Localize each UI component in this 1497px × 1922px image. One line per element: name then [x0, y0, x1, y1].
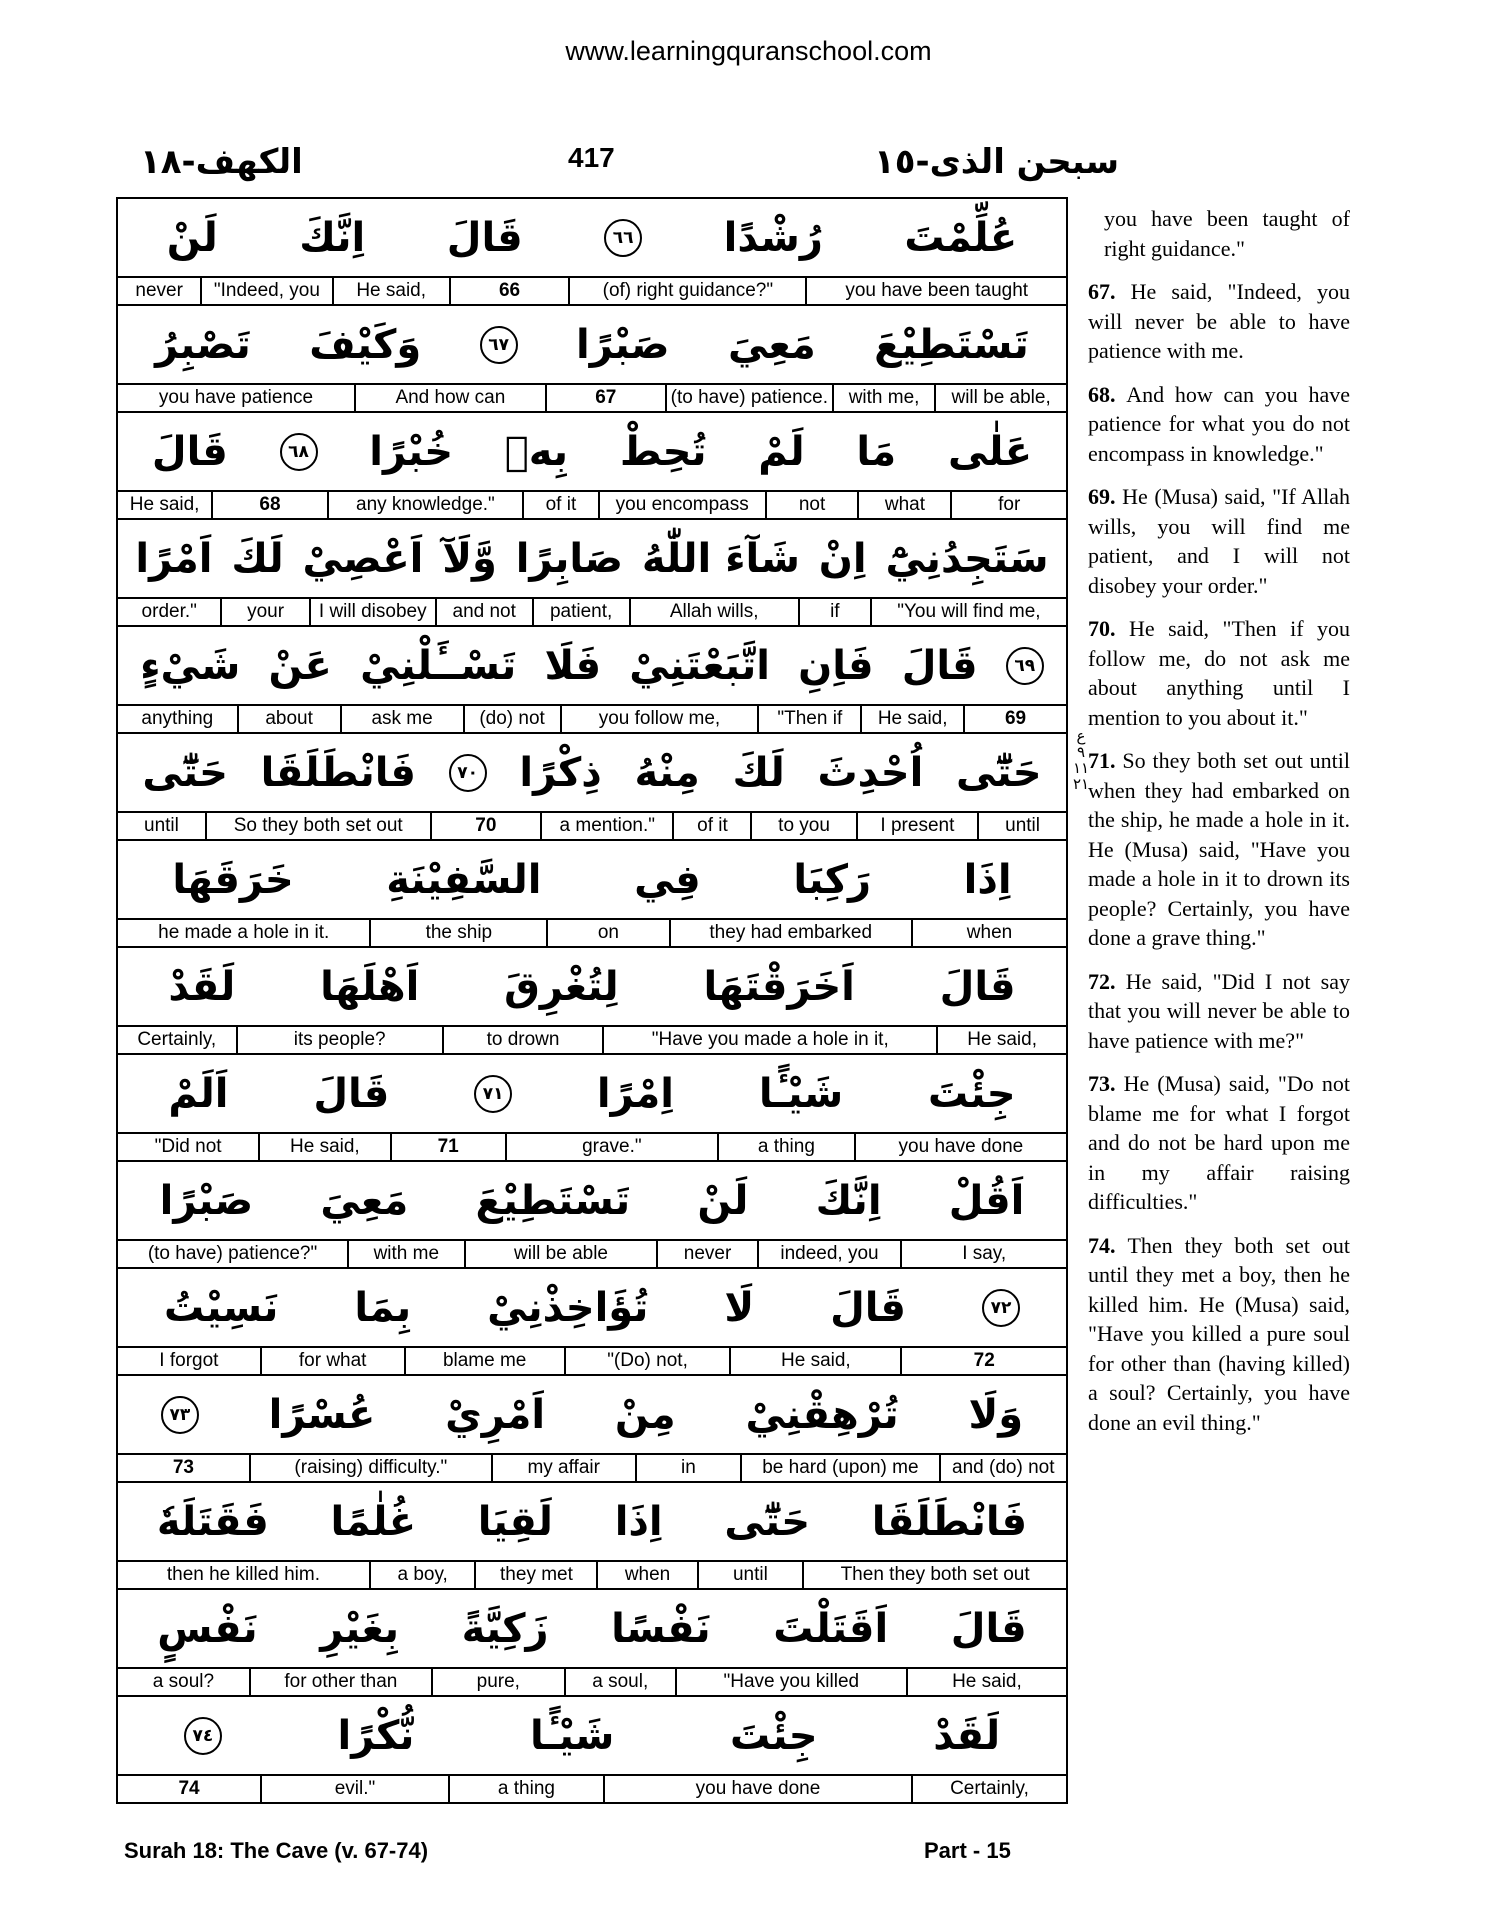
arabic-word: سَتَجِدُنِيْٓ [885, 535, 1049, 582]
verse-number: 71. [1088, 748, 1123, 773]
english-gloss: will be able, [934, 385, 1066, 411]
arabic-word: بِمَا [354, 1284, 412, 1331]
english-gloss: until [977, 813, 1066, 839]
arabic-word: فَاِنِ [798, 642, 874, 689]
arabic-word: رُشْدًا [723, 214, 823, 261]
verse-number: 70. [1088, 616, 1129, 641]
arabic-word: تَسْتَطِيْعَ [475, 1177, 631, 1224]
verse-line [118, 1376, 1066, 1483]
arabic-word: لَا [724, 1284, 755, 1331]
arabic-word: تُرْهِقْنِيْ [745, 1391, 899, 1438]
verse-line [118, 627, 1066, 734]
verse-number: 67. [1088, 279, 1131, 304]
verse-number: 72. [1088, 968, 1126, 994]
verse-line [118, 306, 1066, 413]
translation-column [1088, 204, 1350, 1451]
translation-paragraph [1088, 380, 1350, 469]
english-gloss: (to have) patience. [665, 385, 832, 411]
english-gloss: with me [347, 1241, 464, 1267]
english-gloss: So they both set out [205, 813, 430, 839]
website-url: www.learningquranschool.com [565, 36, 932, 66]
translation-paragraph [1088, 204, 1350, 263]
arabic-word: قَالَ [151, 428, 228, 475]
translation-paragraph [1088, 967, 1350, 1056]
arabic-row [118, 1483, 1066, 1562]
english-gloss: when [911, 920, 1066, 946]
arabic-row [118, 841, 1066, 920]
translation-paragraph [1088, 1231, 1350, 1438]
english-gloss: a boy, [369, 1562, 475, 1588]
translation-paragraph [1088, 277, 1350, 366]
arabic-word: اَهْلَهَا [320, 963, 420, 1010]
translation-paragraph [1088, 746, 1350, 953]
verse-number-marker: ٦٩ [1006, 647, 1044, 685]
english-gloss: "Then if [757, 706, 860, 732]
verse-line [118, 1590, 1066, 1697]
english-gloss: any knowledge." [327, 492, 522, 518]
verse-number-marker: ٧١ [474, 1075, 512, 1113]
english-gloss: never [135, 280, 183, 301]
arabic-word: ذِكْرًا [519, 749, 602, 796]
arabic-word: مِنْهُ [634, 749, 700, 796]
arabic-word: مِنْ [614, 1391, 676, 1438]
english-row [118, 1562, 1066, 1588]
english-gloss: He said, [906, 1669, 1066, 1695]
verse-number-cell: 71 [390, 1134, 505, 1160]
arabic-word: بِغَيْرِ [320, 1605, 400, 1652]
arabic-word: اِمْرًا [596, 1070, 674, 1117]
english-gloss: your [220, 599, 308, 625]
arabic-word: غُلٰمًا [330, 1498, 417, 1545]
english-row [118, 1134, 1066, 1160]
english-gloss: if [798, 599, 870, 625]
arabic-word: شَيْءٍ [140, 642, 241, 689]
arabic-word: صَابِرًا [515, 535, 624, 582]
arabic-word: عَنْ [268, 642, 332, 689]
english-gloss: to you [750, 813, 855, 839]
translation-paragraph [1088, 614, 1350, 732]
arabic-word: تَصْبِرُ [155, 321, 251, 368]
english-gloss: Then they both set out [802, 1562, 1066, 1588]
english-gloss: a thing [448, 1776, 603, 1802]
english-gloss: ask me [340, 706, 463, 732]
verse-number-marker: ٧٠ [449, 754, 487, 792]
english-gloss: to drown [442, 1027, 602, 1053]
english-gloss: and not [435, 599, 532, 625]
english-gloss: I will disobey [309, 599, 435, 625]
english-gloss: you have patience [158, 387, 314, 408]
verse-number: 73. [1088, 1071, 1124, 1096]
arabic-word: رَكِبَا [793, 856, 872, 903]
verse-number: 69. [1088, 484, 1123, 509]
ruku-marker: ع ٩ ١١ ٢١ [1072, 727, 1090, 793]
arabic-row [118, 1162, 1066, 1241]
english-gloss: about [237, 706, 340, 732]
verse-line [118, 1483, 1066, 1590]
english-gloss: "Did not [154, 1136, 222, 1157]
arabic-word: اَقَتَلْتَ [773, 1605, 889, 1652]
arabic-word: فَانْطَلَقَا [871, 1498, 1028, 1545]
verse-number-marker: ٦٨ [280, 433, 318, 471]
verse-translation: So they both set out until when they had embarked on the ship, he made a hole in it. He (Musa) said, "Have you made a hole in it to drown its people? Certainly, you have done a grave thing." [1088, 748, 1350, 950]
verse-number: 74. [1088, 1232, 1128, 1258]
arabic-word: تَسْتَطِيْعَ [874, 321, 1029, 368]
verse-number-marker: ٧٤ [184, 1717, 222, 1755]
arabic-row [118, 1055, 1066, 1134]
arabic-word: السَّفِيْنَةِ [386, 856, 542, 903]
english-row [118, 920, 1066, 946]
arabic-word: صَبْرًا [576, 321, 670, 368]
english-gloss: (of) right guidance?" [568, 278, 805, 304]
arabic-row [118, 520, 1066, 599]
verse-line [118, 734, 1066, 841]
arabic-word: لَمْ [758, 428, 805, 475]
english-gloss: and (do) not [939, 1455, 1066, 1481]
arabic-word: قَالَ [830, 1284, 906, 1331]
arabic-word: فَانْطَلَقَا [260, 749, 416, 796]
english-gloss: I present [856, 813, 977, 839]
arabic-word: قَالَ [446, 214, 523, 261]
arabic-word: اِنَّكَ [815, 1177, 882, 1224]
arabic-word: قَالَ [901, 642, 978, 689]
english-gloss: "Indeed, you [200, 278, 331, 304]
arabic-word: حَتّٰٓى [724, 1498, 811, 1545]
english-gloss: indeed, you [757, 1241, 901, 1267]
verse-translation: Then they both set out until they met a boy, then he killed him. He (Musa) said, "Have you killed a pure soul for other than (having killed) a soul? Certainly, you have done an evil thing." [1088, 1232, 1350, 1435]
english-gloss: He said, [332, 278, 449, 304]
word-by-word-grid [116, 197, 1068, 1804]
english-gloss: be hard (upon) me [740, 1455, 938, 1481]
arabic-word: جِئْتَ [730, 1712, 818, 1759]
arabic-word: نَفْسٍ [157, 1605, 258, 1652]
english-row [118, 599, 1066, 625]
english-gloss: "Have you killed [675, 1669, 906, 1695]
english-gloss: of it [522, 492, 598, 518]
translation-paragraph [1088, 482, 1350, 600]
english-gloss: (raising) difficulty." [249, 1455, 491, 1481]
english-gloss: not [765, 492, 858, 518]
arabic-word: مَعِيَ [727, 321, 816, 368]
english-gloss: for other than [249, 1669, 431, 1695]
arabic-word: فَقَتَلَهٗ [156, 1498, 269, 1545]
english-gloss: order." [141, 601, 197, 622]
footer-part: Part - 15 [924, 1838, 1011, 1863]
english-row [118, 278, 1066, 304]
arabic-word: لَقِيَا [477, 1498, 553, 1545]
english-gloss: He said, [860, 706, 963, 732]
arabic-word: اَمْرِيْ [445, 1391, 546, 1438]
arabic-word: لَكَ [231, 535, 284, 582]
arabic-word: مَعِيَ [320, 1177, 409, 1224]
verse-line [118, 1697, 1066, 1802]
english-gloss: will be able [464, 1241, 657, 1267]
arabic-word: خُبْرًا [369, 428, 454, 475]
english-gloss: He said, [729, 1348, 900, 1374]
english-gloss: of it [672, 813, 750, 839]
arabic-word: جِئْتَ [928, 1070, 1016, 1117]
verse-number-cell: 67 [545, 385, 665, 411]
arabic-word: لِتُغْرِقَ [504, 963, 619, 1010]
english-gloss: its people? [236, 1027, 442, 1053]
english-gloss: Certainly, [137, 1029, 217, 1050]
arabic-word: عَلٰى [947, 428, 1033, 475]
arabic-word: عُلِّمْتَ [904, 214, 1018, 261]
arabic-word: مَا [856, 428, 897, 475]
arabic-word: تُحِطْ [619, 428, 707, 475]
english-gloss: "(Do) not, [564, 1348, 730, 1374]
arabic-word: نَفْسًا [611, 1605, 711, 1652]
arabic-word: لَنْ [166, 214, 218, 261]
header-juz-title: سبحن الذی-١٥ [874, 142, 1120, 182]
english-gloss: He said, [258, 1134, 389, 1160]
arabic-word: زَكِيَّةً [461, 1605, 549, 1652]
arabic-row [118, 948, 1066, 1027]
english-gloss: on [546, 920, 668, 946]
arabic-word: تَسْــَٔلْنِيْ [360, 642, 517, 689]
arabic-word: لَقَدْ [168, 963, 236, 1010]
verse-line [118, 413, 1066, 520]
arabic-word: عُسْرًا [268, 1391, 376, 1438]
arabic-word: وَلَا [968, 1391, 1024, 1438]
verse-translation: He (Musa) said, "If Allah wills, you will find me patient, and I will not disobey your order." [1088, 484, 1351, 598]
english-gloss: Certainly, [911, 1776, 1066, 1802]
arabic-word: اَعْصِيْ [302, 535, 424, 582]
verse-translation: He said, "Indeed, you will never be able to have patience with me. [1088, 279, 1350, 363]
english-gloss: you follow me, [560, 706, 758, 732]
verse-number-cell: 74 [178, 1778, 200, 1799]
arabic-word: لَقَدْ [933, 1712, 1001, 1759]
english-gloss: (to have) patience?" [147, 1243, 318, 1264]
english-gloss: grave." [505, 1134, 717, 1160]
english-row [118, 1776, 1066, 1802]
verse-number-marker: ٧٣ [161, 1396, 199, 1434]
verse-number-marker: ٦٧ [480, 326, 518, 364]
english-gloss: And how can [354, 385, 545, 411]
arabic-word: حَتّٰٓى [955, 749, 1042, 796]
arabic-word: اَخَرَقْتَهَا [703, 963, 855, 1010]
verse-number-marker: ٧٢ [982, 1289, 1020, 1327]
verse-number-cell: 73 [172, 1457, 194, 1478]
english-gloss: Allah wills, [629, 599, 798, 625]
arabic-word: اَقُلْ [948, 1177, 1025, 1224]
arabic-row [118, 734, 1066, 813]
arabic-word: لَنْ [697, 1177, 749, 1224]
english-gloss: until [697, 1562, 803, 1588]
arabic-word: حَتّٰٓى [142, 749, 228, 796]
english-gloss: He said, [129, 494, 200, 515]
arabic-word: اُحْدِثَ [817, 749, 924, 796]
arabic-word: اِذَا [614, 1498, 663, 1545]
english-row [118, 706, 1066, 732]
english-row [118, 1241, 1066, 1267]
english-row [118, 385, 1066, 411]
translation-paragraph [1088, 1069, 1350, 1217]
english-gloss: for what [260, 1348, 404, 1374]
english-gloss: you have been taught [805, 278, 1066, 304]
english-gloss: he made a hole in it. [158, 922, 330, 943]
verse-translation: He said, "Then if you follow me, do not ask me about anything until I mention to you about it." [1088, 616, 1351, 730]
english-gloss: they had embarked [669, 920, 911, 946]
verse-line [118, 841, 1066, 948]
arabic-word: قَالَ [313, 1070, 390, 1117]
page-number: 417 [568, 142, 615, 173]
footer-surah: Surah 18: The Cave (v. 67-74) [124, 1838, 429, 1863]
english-gloss: what [857, 492, 950, 518]
verse-translation: you have been taught of right guidance." [1104, 206, 1350, 261]
arabic-word: اَمْرًا [135, 535, 213, 582]
arabic-word: شَيْـًٔا [758, 1070, 844, 1117]
arabic-row [118, 1376, 1066, 1455]
english-row [118, 492, 1066, 518]
arabic-word: وَّلَآ [442, 535, 497, 582]
verse-line [118, 1162, 1066, 1269]
verse-translation: He said, "Did I not say that you will never be able to have patience with me?" [1088, 968, 1351, 1053]
english-gloss: pure, [431, 1669, 564, 1695]
english-gloss: they met [474, 1562, 596, 1588]
verse-number-cell: 70 [430, 813, 541, 839]
arabic-word: قَالَ [939, 963, 1016, 1010]
arabic-word: نُّكْرًا [337, 1712, 415, 1759]
verse-line [118, 199, 1066, 306]
english-row [118, 813, 1066, 839]
english-row [118, 1455, 1066, 1481]
english-gloss: in [635, 1455, 741, 1481]
english-gloss: then he killed him. [166, 1564, 320, 1585]
english-gloss: with me, [832, 385, 934, 411]
arabic-word: اتَّبَعْتَنِيْ [629, 642, 770, 689]
arabic-word: شَيْـًٔا [530, 1712, 615, 1759]
arabic-word: اَلَمْ [168, 1070, 229, 1117]
english-gloss: a thing [717, 1134, 854, 1160]
english-gloss: I say, [900, 1241, 1066, 1267]
header-surah-title: الکھف-١٨ [140, 142, 303, 182]
arabic-word: فِي [634, 856, 701, 903]
verse-line [118, 948, 1066, 1055]
arabic-word: اِنَّكَ [299, 214, 366, 261]
verse-line [118, 1055, 1066, 1162]
english-gloss: "You will find me, [870, 599, 1066, 625]
english-gloss: a mention." [540, 813, 672, 839]
arabic-word: اِنْ [818, 535, 867, 582]
verse-number-cell: 69 [963, 706, 1066, 732]
english-gloss: when [596, 1562, 696, 1588]
english-gloss: I forgot [159, 1350, 219, 1371]
english-gloss: evil." [260, 1776, 448, 1802]
arabic-word: خَرَقَهَا [172, 856, 294, 903]
arabic-row [118, 1590, 1066, 1669]
english-row [118, 1027, 1066, 1053]
arabic-word: بِهٖ [504, 428, 569, 475]
arabic-row [118, 199, 1066, 278]
english-gloss: until [144, 815, 179, 836]
english-gloss: you encompass [598, 492, 765, 518]
arabic-word: وَكَيْفَ [309, 321, 422, 368]
arabic-row [118, 1697, 1066, 1776]
arabic-word: فَلَا [544, 642, 602, 689]
arabic-word: شَآءَ اللّٰهُ [641, 535, 800, 582]
arabic-word: صَبْرًا [159, 1177, 254, 1224]
english-gloss: blame me [404, 1348, 564, 1374]
verse-number: 68. [1088, 381, 1127, 407]
verse-number-cell: 72 [900, 1348, 1066, 1374]
english-row [118, 1669, 1066, 1695]
arabic-word: نَسِيْتُ [163, 1284, 279, 1331]
english-gloss: "Have you made a hole in it, [602, 1027, 936, 1053]
english-gloss: for [950, 492, 1066, 518]
verse-number-cell: 66 [449, 278, 569, 304]
arabic-row [118, 627, 1066, 706]
english-gloss: (do) not [463, 706, 560, 732]
arabic-row [118, 413, 1066, 492]
arabic-row [118, 306, 1066, 385]
verse-translation: He (Musa) said, "Do not blame me for what I forgot and do not be hard upon me in my affair raising difficulties." [1088, 1071, 1350, 1214]
english-row [118, 1348, 1066, 1374]
english-gloss: you have done [854, 1134, 1066, 1160]
english-gloss: patient, [532, 599, 629, 625]
verse-translation: And how can you have patience for what you do not encompass in knowledge." [1088, 381, 1350, 466]
english-gloss: you have done [603, 1776, 911, 1802]
english-gloss: He said, [936, 1027, 1066, 1053]
arabic-row [118, 1269, 1066, 1348]
verse-number-cell: 68 [211, 492, 327, 518]
english-gloss: my affair [491, 1455, 635, 1481]
verse-line [118, 1269, 1066, 1376]
verse-line [118, 520, 1066, 627]
arabic-word: لَكَ [732, 749, 785, 796]
arabic-word: قَالَ [950, 1605, 1027, 1652]
english-gloss: the ship [369, 920, 546, 946]
english-gloss: anything [141, 708, 214, 729]
arabic-word: تُؤَاخِذْنِيْ [487, 1284, 649, 1331]
arabic-word: اِذَا [963, 856, 1012, 903]
english-gloss: a soul? [152, 1671, 215, 1692]
english-gloss: never [656, 1241, 756, 1267]
verse-number-marker: ٦٦ [604, 219, 642, 257]
english-gloss: a soul, [564, 1669, 675, 1695]
